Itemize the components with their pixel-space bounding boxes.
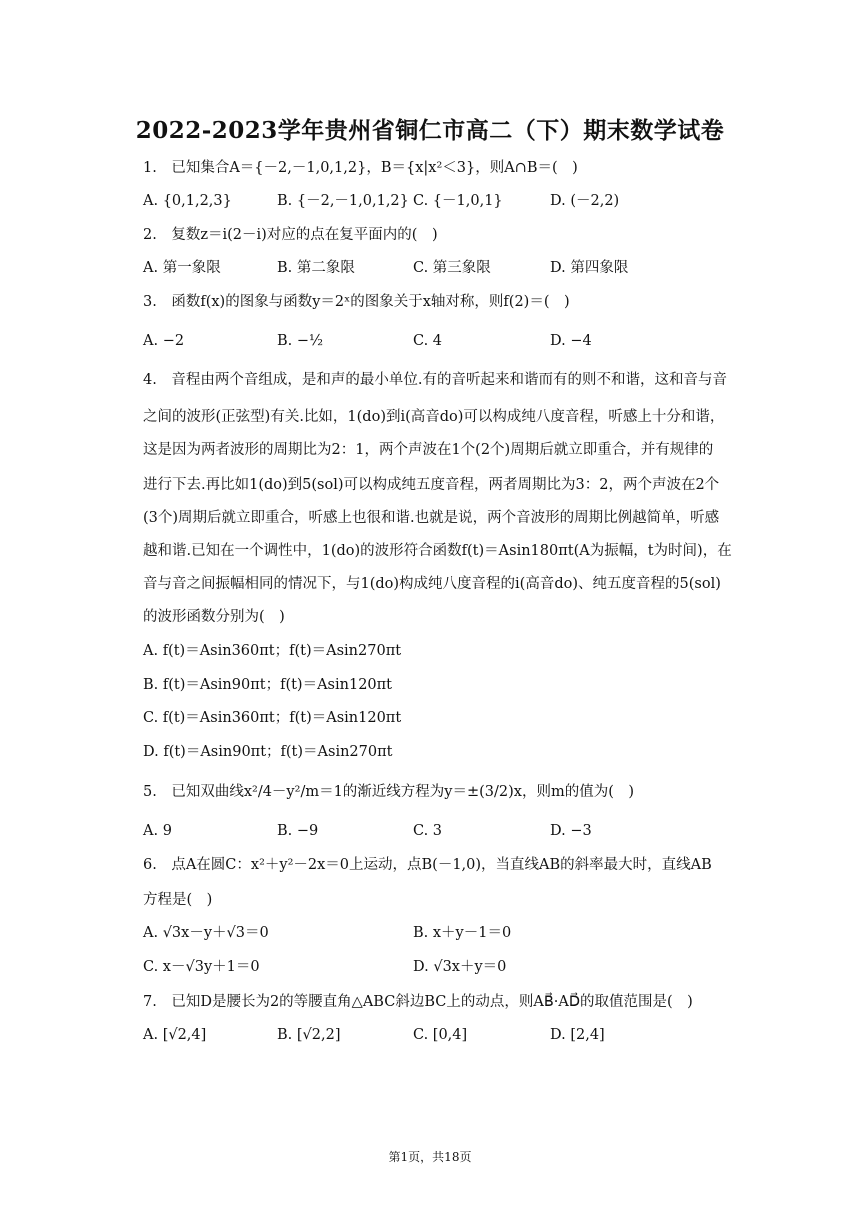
question-5-option-d: D. −3 bbox=[550, 823, 592, 839]
question-4-stem-line-3: 这是因为两者波形的周期比为2：1，两个声波在1个(2个)周期后就立即重合，并有规律的 bbox=[143, 442, 714, 458]
question-1-option-a: A. {0,1,2,3} bbox=[143, 193, 232, 209]
question-1-option-d: D. (－2,2) bbox=[550, 193, 620, 209]
question-4-stem-line-7: 音与音之间振幅相同的情况下，与1(do)构成纯八度音程的i(高音do)、纯五度音程的5(sol) bbox=[143, 576, 721, 592]
question-5-option-c: C. 3 bbox=[413, 823, 443, 839]
question-4-stem-line-6: 越和谐.已知在一个调性中，1(do)的波形符合函数f(t)＝Asin180πt(A为振幅，t为时间)，在 bbox=[143, 543, 732, 559]
question-3-option-a: A. −2 bbox=[143, 333, 185, 349]
question-2-option-c: C. 第三象限 bbox=[413, 260, 491, 276]
question-7-option-a: A. [√2,4] bbox=[143, 1027, 207, 1043]
question-6-option-b: B. x＋y－1＝0 bbox=[413, 925, 512, 941]
question-6-option-c: C. x－√3y＋1＝0 bbox=[143, 959, 260, 975]
question-3-option-c: C. 4 bbox=[413, 333, 443, 349]
question-2-option-b: B. 第二象限 bbox=[277, 260, 355, 276]
question-3-option-d: D. −4 bbox=[550, 333, 592, 349]
question-7-option-d: D. [2,4] bbox=[550, 1027, 605, 1043]
question-4-stem-line-4: 进行下去.再比如1(do)到5(sol)可以构成纯五度音程，两者周期比为3：2，两个声波在2个 bbox=[143, 477, 720, 493]
question-5-option-a: A. 9 bbox=[143, 823, 172, 839]
question-1-option-b: B. {－2,－1,0,1,2} bbox=[277, 193, 409, 209]
question-6-option-d: D. √3x＋y＝0 bbox=[413, 959, 507, 975]
question-2-stem: 2. 复数z＝i(2－i)对应的点在复平面内的( ) bbox=[143, 227, 438, 243]
question-4-option-a: A. f(t)＝Asin360πt；f(t)＝Asin270πt bbox=[143, 643, 402, 659]
question-4-option-b: B. f(t)＝Asin90πt；f(t)＝Asin120πt bbox=[143, 677, 393, 693]
question-4-stem-line-1: 4. 音程由两个音组成，是和声的最小单位.有的音听起来和谐而有的则不和谐，这和音与音 bbox=[143, 372, 727, 388]
question-7-stem: 7. 已知D是腰长为2的等腰直角△ABC斜边BC上的动点，则AB⃗·AD⃗的取值范围是( ) bbox=[143, 994, 693, 1010]
question-5-stem: 5. 已知双曲线x²/4－y²/m＝1的渐近线方程为y＝±(3/2)x，则m的值为( ) bbox=[143, 784, 635, 800]
question-4-stem-line-8: 的波形函数分别为( ) bbox=[143, 609, 285, 625]
question-4-stem-line-2: 之间的波形(正弦型)有关.比如，1(do)到i(高音do)可以构成纯八度音程，听感上十分和谐， bbox=[143, 409, 725, 425]
question-6-option-a: A. √3x－y＋√3＝0 bbox=[143, 925, 269, 941]
question-4-stem-line-5: (3个)周期后就立即重合，听感上也很和谐.也就是说，两个音波形的周期比例越简单，听感 bbox=[143, 510, 720, 526]
page-title: 2022-2023学年贵州省铜仁市高二（下）期末数学试卷 bbox=[135, 117, 725, 144]
question-6-stem-line-1: 6. 点A在圆C：x²＋y²－2x＝0上运动，点B(－1,0)，当直线AB的斜率最大时，直线AB bbox=[143, 857, 712, 873]
question-3-option-b: B. −½ bbox=[277, 333, 324, 349]
question-6-stem-line-2: 方程是( ) bbox=[143, 892, 213, 908]
question-1-stem: 1. 已知集合A＝{－2,－1,0,1,2}，B＝{x|x²＜3}，则A∩B＝( ) bbox=[143, 160, 578, 176]
question-4-option-d: D. f(t)＝Asin90πt；f(t)＝Asin270πt bbox=[143, 744, 393, 760]
question-7-option-b: B. [√2,2] bbox=[277, 1027, 341, 1043]
question-5-option-b: B. −9 bbox=[277, 823, 319, 839]
question-2-option-a: A. 第一象限 bbox=[143, 260, 221, 276]
question-1-option-c: C. {－1,0,1} bbox=[413, 193, 503, 209]
question-4-option-c: C. f(t)＝Asin360πt；f(t)＝Asin120πt bbox=[143, 710, 402, 726]
page-footer: 第1页，共18页 bbox=[388, 1150, 472, 1164]
question-2-option-d: D. 第四象限 bbox=[550, 260, 629, 276]
question-7-option-c: C. [0,4] bbox=[413, 1027, 468, 1043]
question-3-stem: 3. 函数f(x)的图象与函数y＝2ˣ的图象关于x轴对称，则f(2)＝( ) bbox=[143, 294, 570, 310]
